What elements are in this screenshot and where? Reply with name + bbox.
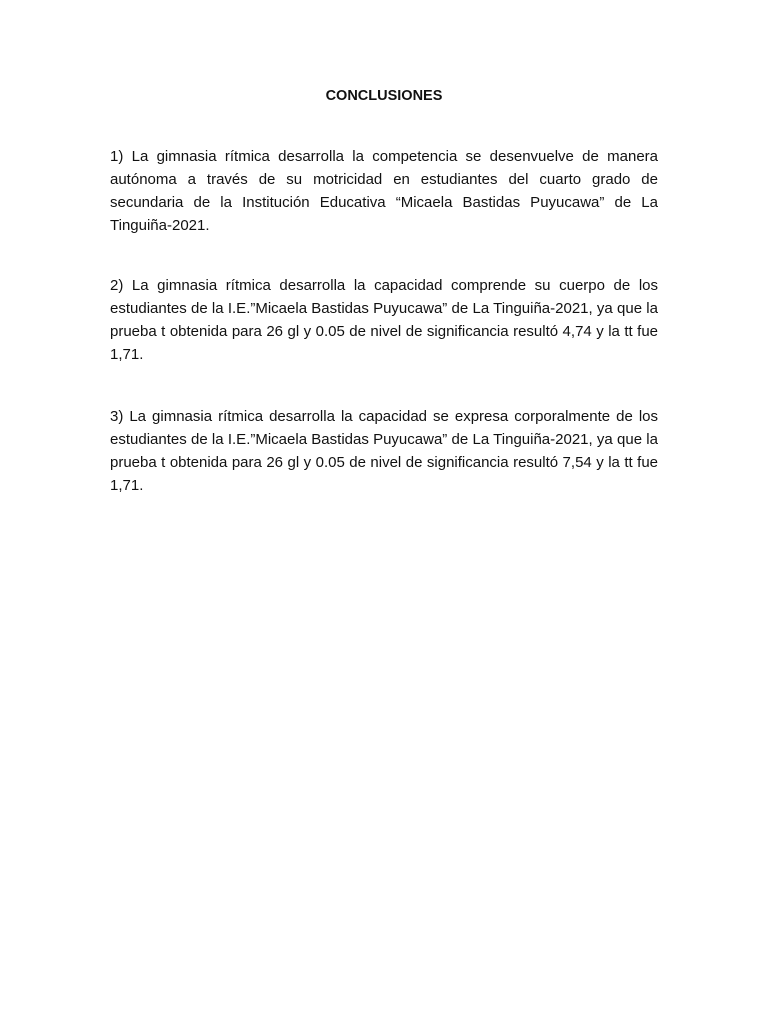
conclusion-paragraph-3: 3) La gimnasia rítmica desarrolla la capacidad se expresa corporalmente de los estudiantes de la I.E.”Micaela Bastidas Puyucawa” de La Tinguiña-2021, ya que la prueba t obtenida para 26 gl y 0.05 de nivel de significancia resultó 7,54 y la tt fue 1,71. (110, 408, 658, 494)
conclusion-paragraph-1: 1) La gimnasia rítmica desarrolla la competencia se desenvuelve de manera autónoma a través de su motricidad en estudiantes del cuarto grado de secundaria de la Institución Educativa “Micaela Bastidas Puyucawa” de La Tinguiña-2021. (110, 148, 658, 234)
page-title: CONCLUSIONES (325, 88, 443, 104)
conclusion-paragraph-2: 2) La gimnasia rítmica desarrolla la capacidad comprende su cuerpo de los estudiantes de la I.E.”Micaela Bastidas Puyucawa” de La Tinguiña-2021, ya que la prueba t obtenida para 26 gl y 0.05 de nivel de significancia resultó 4,74 y la tt fue 1,71. (110, 277, 658, 363)
